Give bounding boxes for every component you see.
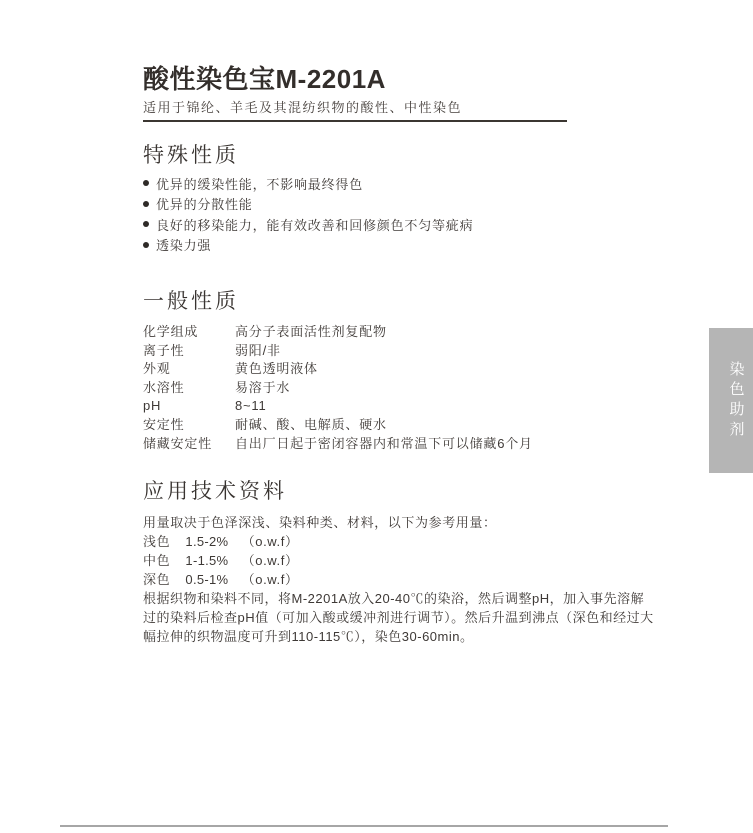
application-body [143,513,655,646]
property-label: 水溶性 [143,379,185,395]
property-value: 耐碱、酸、电解质、硬水 [235,416,387,432]
table-row [143,379,533,398]
property-label: 化学组成 [143,324,199,339]
property-value: 自出厂日起于密闭容器内和常温下可以储藏6个月 [235,435,533,451]
property-label: pH [143,398,162,414]
bullet-text: 透染力强 [156,238,212,254]
dosage-amount: 0.5-1% [185,572,229,587]
dosage-row [143,551,655,570]
bullet-text: 优异的缓染性能，不影响最终得色 [156,176,364,192]
dosage-row [143,570,655,589]
procedure-text: 根据织物和染料不同，将M-2201A放入20-40℃的染浴，然后调整pH，加入事先溶解过的染料后检查pH值（可加入酸或缓冲剂进行调节）。然后升温到沸点（深色和经过大幅拉伸的织物温度可升到110-115℃），染色30-60min。 [143,591,654,644]
property-value: 高分子表面活性剂复配物 [235,324,387,339]
list-item [143,235,473,256]
doc-header [143,64,567,122]
dosage-unit: （o.w.f） [241,572,299,587]
table-row [143,360,533,379]
property-label: 外观 [143,361,171,377]
table-row [143,342,533,361]
table-row [143,435,533,454]
side-tab-label: 染色助剂 [727,360,745,441]
page-title: 酸性染色宝M-2201A [143,64,386,94]
table-row [143,323,533,342]
property-label: 储藏安定性 [143,435,213,451]
section-special-properties [143,145,473,255]
list-item [143,214,473,235]
property-label: 安定性 [143,416,185,432]
property-value: 8~11 [235,398,267,414]
bullet-dot-icon [143,242,149,248]
dosage-unit: （o.w.f） [241,553,299,568]
list-item [143,194,473,215]
dosage-amount: 1.5-2% [185,534,229,549]
dosage-intro: 用量取决于色泽深浅、染料种类、材料，以下为参考用量： [143,515,497,530]
section-general-properties [143,291,533,453]
bullet-text: 优异的分散性能 [156,197,253,213]
properties-table [143,323,533,453]
dosage-shade: 深色 [143,572,171,587]
list-item [143,173,473,194]
property-value: 弱阳/非 [235,342,281,358]
section-heading-special: 特殊性质 [143,144,239,167]
bullet-dot-icon [143,180,149,186]
property-label: 离子性 [143,342,185,358]
bullet-text: 良好的移染能力，能有效改善和回修颜色不匀等疵病 [156,217,474,233]
bullet-dot-icon [143,221,149,227]
property-value: 易溶于水 [235,379,291,395]
section-application-data [143,481,655,646]
dosage-row [143,532,655,551]
special-properties-list [143,173,473,255]
dosage-shade: 中色 [143,553,171,568]
section-heading-general: 一般性质 [143,290,239,313]
dosage-unit: （o.w.f） [241,534,299,549]
title-underline [143,120,567,122]
dosage-shade: 浅色 [143,534,171,549]
bullet-dot-icon [143,201,149,207]
footer-rule [60,825,668,827]
page-subtitle: 适用于锦纶、羊毛及其混纺织物的酸性、中性染色 [143,100,463,115]
side-tab-dyeing-auxiliary [709,328,753,473]
property-value: 黄色透明液体 [235,361,318,377]
section-heading-application: 应用技术资料 [143,480,287,503]
table-row [143,397,533,416]
dosage-amount: 1-1.5% [185,553,229,568]
table-row [143,416,533,435]
